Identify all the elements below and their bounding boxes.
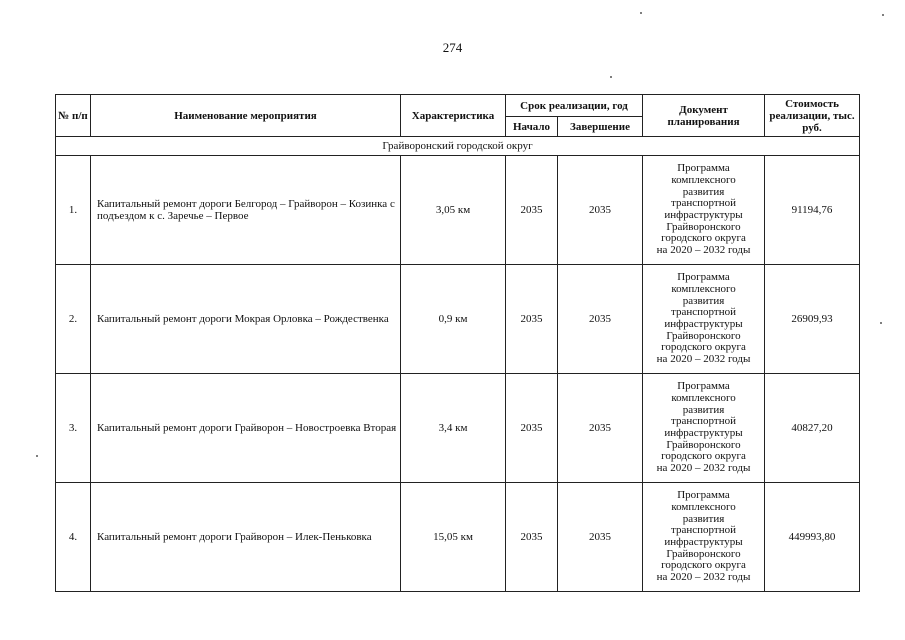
- row-name: Капитальный ремонт дороги Грайворон – Новостроевка Вторая: [91, 374, 401, 483]
- row-start: 2035: [506, 483, 558, 592]
- doc-line: инфраструктуры: [664, 209, 743, 221]
- header-cost: Стоимость реализации, тыс. руб.: [765, 95, 860, 137]
- doc-line: Программа: [677, 162, 730, 175]
- scan-speck: [640, 12, 642, 14]
- doc-line: Программа: [677, 271, 730, 284]
- row-end: 2035: [558, 374, 643, 483]
- row-characteristic: 0,9 км: [401, 265, 506, 374]
- doc-line: транспортной: [671, 415, 736, 428]
- section-title: Грайворонский городской округ: [56, 137, 860, 156]
- row-characteristic: 3,05 км: [401, 156, 506, 265]
- scan-speck: [880, 322, 882, 324]
- row-cost: 26909,93: [765, 265, 860, 374]
- table-row: [56, 374, 860, 483]
- header-num: № п/п: [56, 95, 91, 137]
- row-cost: 449993,80: [765, 483, 860, 592]
- row-cost: 91194,76: [765, 156, 860, 265]
- doc-line: Грайворонского: [666, 547, 741, 560]
- row-start: 2035: [506, 374, 558, 483]
- header-characteristic: Характеристика: [401, 95, 506, 137]
- row-num: 4.: [56, 483, 91, 592]
- row-name: Капитальный ремонт дороги Грайворон – Илек-Пеньковка: [91, 483, 401, 592]
- row-end: 2035: [558, 156, 643, 265]
- doc-line: комплексного: [671, 500, 736, 513]
- doc-line: городского округа: [661, 450, 746, 463]
- header-name: Наименование мероприятия: [91, 95, 401, 137]
- row-name: Капитальный ремонт дороги Мокрая Орловка – Рождественка: [91, 265, 401, 374]
- row-start: 2035: [506, 265, 558, 374]
- doc-line: комплексного: [671, 173, 736, 186]
- doc-line: транспортной: [671, 524, 736, 537]
- scan-speck: [882, 14, 884, 16]
- row-num: 1.: [56, 156, 91, 265]
- doc-line: развития: [682, 185, 725, 198]
- scan-speck: [36, 455, 38, 457]
- doc-line: Грайворонского: [666, 220, 741, 233]
- doc-line: городского округа: [661, 559, 746, 572]
- row-cost: 40827,20: [765, 374, 860, 483]
- doc-line: комплексного: [671, 282, 736, 295]
- doc-line: развития: [682, 512, 725, 525]
- row-characteristic: 3,4 км: [401, 374, 506, 483]
- table-header-row: [56, 95, 860, 117]
- doc-line: Грайворонского: [666, 329, 741, 342]
- doc-line: на 2020 – 2032 годы: [656, 353, 751, 366]
- doc-line: развития: [682, 294, 725, 307]
- doc-line: городского округа: [661, 341, 746, 354]
- header-term: Срок реализации, год: [506, 95, 643, 117]
- doc-line: инфраструктуры: [664, 536, 743, 548]
- table-row: [56, 265, 860, 374]
- doc-line: Грайворонского: [666, 438, 741, 451]
- row-num: 3.: [56, 374, 91, 483]
- table-row: [56, 156, 860, 265]
- row-document: [643, 265, 765, 374]
- row-end: 2035: [558, 265, 643, 374]
- doc-line: инфраструктуры: [664, 318, 743, 330]
- doc-line: инфраструктуры: [664, 427, 743, 439]
- row-start: 2035: [506, 156, 558, 265]
- doc-line: на 2020 – 2032 годы: [656, 244, 751, 257]
- table-row: [56, 483, 860, 592]
- doc-line: комплексного: [671, 391, 736, 404]
- row-document: [643, 156, 765, 265]
- header-end: Завершение: [558, 117, 643, 137]
- section-row: [56, 137, 860, 156]
- row-num: 2.: [56, 265, 91, 374]
- page-number: 274: [442, 40, 463, 55]
- header-document: Документ планирования: [643, 95, 765, 137]
- doc-line: развития: [682, 403, 725, 416]
- doc-line: транспортной: [671, 306, 736, 319]
- activities-table: [55, 94, 860, 592]
- doc-line: транспортной: [671, 197, 736, 210]
- row-document: [643, 483, 765, 592]
- row-end: 2035: [558, 483, 643, 592]
- row-name: Капитальный ремонт дороги Белгород – Грайворон – Козинка с подъездом к с. Заречье – Первое: [91, 156, 401, 265]
- doc-line: Программа: [677, 380, 730, 393]
- doc-line: на 2020 – 2032 годы: [656, 462, 751, 475]
- scan-speck: [610, 76, 612, 78]
- doc-line: Программа: [677, 489, 730, 502]
- row-document: [643, 374, 765, 483]
- doc-line: городского округа: [661, 232, 746, 245]
- doc-line: на 2020 – 2032 годы: [656, 571, 751, 584]
- row-characteristic: 15,05 км: [401, 483, 506, 592]
- header-start: Начало: [506, 117, 558, 137]
